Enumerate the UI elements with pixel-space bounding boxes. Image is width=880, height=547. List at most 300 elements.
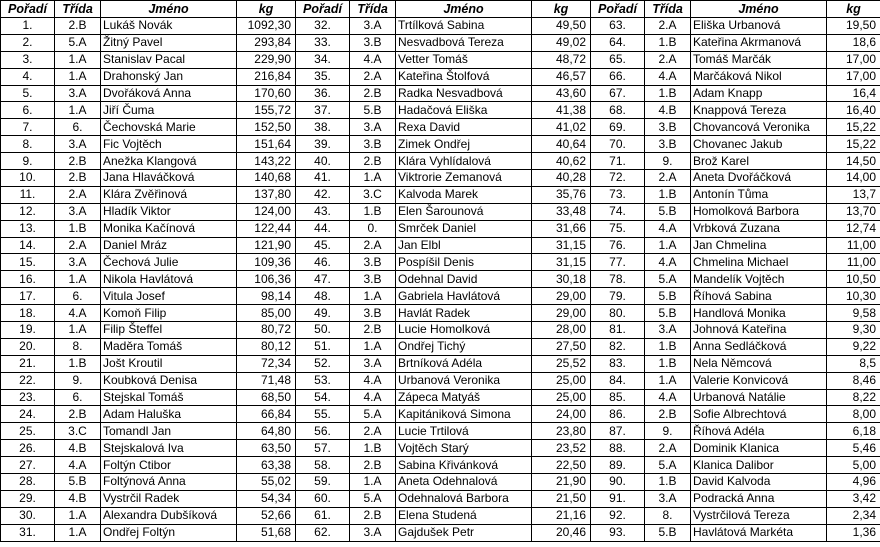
rank-cell: 65.: [591, 51, 645, 68]
table-row: [1, 355, 880, 372]
name-cell: Zápeca Matyáš: [396, 389, 532, 406]
rank-cell: 20.: [1, 338, 55, 355]
class-cell: 1.A: [645, 372, 691, 389]
header-rank: Pořadí: [591, 1, 645, 18]
kg-cell: 40,28: [532, 170, 591, 187]
class-cell: 2.B: [350, 322, 396, 339]
header-rank: Pořadí: [1, 1, 55, 18]
class-cell: 3.B: [645, 119, 691, 136]
kg-cell: 216,84: [237, 68, 296, 85]
rank-cell: 80.: [591, 305, 645, 322]
kg-cell: 29,00: [532, 305, 591, 322]
name-cell: Ondřej Foltýn: [101, 524, 237, 541]
table-row: [1, 136, 880, 153]
table-row: [1, 457, 880, 474]
kg-cell: 9,58: [827, 305, 880, 322]
class-cell: 4.A: [55, 305, 101, 322]
rank-cell: 3.: [1, 51, 55, 68]
name-cell: Trtílková Sabina: [396, 18, 532, 35]
name-cell: Nela Němcová: [691, 355, 827, 372]
kg-cell: 25,52: [532, 355, 591, 372]
class-cell: 3.A: [55, 85, 101, 102]
kg-cell: 48,72: [532, 51, 591, 68]
header-name: Jméno: [101, 1, 237, 18]
class-cell: 3.B: [350, 305, 396, 322]
kg-cell: 17,00: [827, 51, 880, 68]
kg-cell: 170,60: [237, 85, 296, 102]
name-cell: Koubková Denisa: [101, 372, 237, 389]
name-cell: Viktrorie Zemanová: [396, 170, 532, 187]
name-cell: Alexandra Dubšíková: [101, 507, 237, 524]
kg-cell: 28,00: [532, 322, 591, 339]
class-cell: 3.A: [645, 322, 691, 339]
table-row: [1, 423, 880, 440]
rank-cell: 37.: [296, 102, 350, 119]
class-cell: 9.: [55, 372, 101, 389]
rank-cell: 90.: [591, 474, 645, 491]
class-cell: 1.B: [645, 355, 691, 372]
name-cell: Radka Nesvadbová: [396, 85, 532, 102]
rank-cell: 34.: [296, 51, 350, 68]
class-cell: 2.B: [55, 406, 101, 423]
name-cell: Komoň Filip: [101, 305, 237, 322]
class-cell: 4.A: [350, 389, 396, 406]
class-cell: 3.A: [55, 203, 101, 220]
kg-cell: 8,00: [827, 406, 880, 423]
name-cell: Anna Sedláčková: [691, 338, 827, 355]
name-cell: Čechovská Marie: [101, 119, 237, 136]
rank-cell: 27.: [1, 457, 55, 474]
kg-cell: 2,34: [827, 507, 880, 524]
kg-cell: 155,72: [237, 102, 296, 119]
rank-cell: 89.: [591, 457, 645, 474]
table-row: [1, 220, 880, 237]
table-row: [1, 338, 880, 355]
name-cell: Jan Chmelina: [691, 237, 827, 254]
class-cell: 2.B: [645, 406, 691, 423]
name-cell: Kapitániková Simona: [396, 406, 532, 423]
kg-cell: 122,44: [237, 220, 296, 237]
kg-cell: 109,36: [237, 254, 296, 271]
class-cell: 0.: [350, 220, 396, 237]
name-cell: Urbanová Veronika: [396, 372, 532, 389]
class-cell: 2.B: [350, 457, 396, 474]
name-cell: Johnová Kateřina: [691, 322, 827, 339]
rank-cell: 57.: [296, 440, 350, 457]
class-cell: 5.B: [645, 305, 691, 322]
rank-cell: 74.: [591, 203, 645, 220]
name-cell: Lucie Trtilová: [396, 423, 532, 440]
kg-cell: 63,38: [237, 457, 296, 474]
name-cell: Nikola Havlátová: [101, 271, 237, 288]
class-cell: 1.A: [55, 322, 101, 339]
name-cell: Nesvadbová Tereza: [396, 34, 532, 51]
rank-cell: 88.: [591, 440, 645, 457]
class-cell: 5.B: [645, 524, 691, 541]
name-cell: Chovanec Jakub: [691, 136, 827, 153]
kg-cell: 4,96: [827, 474, 880, 491]
rank-cell: 26.: [1, 440, 55, 457]
name-cell: Antonín Tůma: [691, 186, 827, 203]
rank-cell: 19.: [1, 322, 55, 339]
kg-cell: 140,68: [237, 170, 296, 187]
class-cell: 9.: [645, 153, 691, 170]
rank-cell: 29.: [1, 490, 55, 507]
kg-cell: 23,52: [532, 440, 591, 457]
kg-cell: 21,50: [532, 490, 591, 507]
rank-cell: 17.: [1, 288, 55, 305]
class-cell: 3.C: [55, 423, 101, 440]
class-cell: 3.B: [350, 271, 396, 288]
table-row: [1, 271, 880, 288]
rank-cell: 43.: [296, 203, 350, 220]
kg-cell: 33,48: [532, 203, 591, 220]
name-cell: Valerie Konvicová: [691, 372, 827, 389]
kg-cell: 68,50: [237, 389, 296, 406]
class-cell: 1.B: [645, 85, 691, 102]
table-row: [1, 34, 880, 51]
class-cell: 5.B: [350, 102, 396, 119]
rank-cell: 75.: [591, 220, 645, 237]
name-cell: Jošt Kroutil: [101, 355, 237, 372]
rank-cell: 93.: [591, 524, 645, 541]
rank-cell: 16.: [1, 271, 55, 288]
name-cell: Maděra Tomáš: [101, 338, 237, 355]
kg-cell: 23,80: [532, 423, 591, 440]
name-cell: David Kalvoda: [691, 474, 827, 491]
table-row: [1, 119, 880, 136]
rank-cell: 56.: [296, 423, 350, 440]
table-row: [1, 389, 880, 406]
rank-cell: 59.: [296, 474, 350, 491]
table-body: [1, 18, 880, 542]
name-cell: Rexa David: [396, 119, 532, 136]
class-cell: 1.B: [350, 440, 396, 457]
name-cell: Sabina Křivánková: [396, 457, 532, 474]
name-cell: Říhová Adéla: [691, 423, 827, 440]
rank-cell: 91.: [591, 490, 645, 507]
header-row: [1, 1, 880, 18]
name-cell: Jiří Čuma: [101, 102, 237, 119]
rank-cell: 13.: [1, 220, 55, 237]
table-row: [1, 18, 880, 35]
kg-cell: 10,50: [827, 271, 880, 288]
kg-cell: 41,02: [532, 119, 591, 136]
name-cell: Vystrčilová Tereza: [691, 507, 827, 524]
kg-cell: 51,68: [237, 524, 296, 541]
rank-cell: 39.: [296, 136, 350, 153]
class-cell: 1.B: [645, 338, 691, 355]
rank-cell: 87.: [591, 423, 645, 440]
rank-cell: 28.: [1, 474, 55, 491]
rank-cell: 84.: [591, 372, 645, 389]
name-cell: Podracká Anna: [691, 490, 827, 507]
rank-cell: 44.: [296, 220, 350, 237]
rank-cell: 15.: [1, 254, 55, 271]
table-row: [1, 372, 880, 389]
class-cell: 2.B: [350, 507, 396, 524]
class-cell: 3.A: [645, 490, 691, 507]
class-cell: 1.A: [350, 288, 396, 305]
table-row: [1, 322, 880, 339]
rank-cell: 14.: [1, 237, 55, 254]
name-cell: Vrbková Zuzana: [691, 220, 827, 237]
class-cell: 2.A: [350, 68, 396, 85]
rank-cell: 72.: [591, 170, 645, 187]
name-cell: Fic Vojtěch: [101, 136, 237, 153]
kg-cell: 5,00: [827, 457, 880, 474]
class-cell: 5.A: [645, 457, 691, 474]
rank-cell: 83.: [591, 355, 645, 372]
table-row: [1, 524, 880, 541]
kg-cell: 293,84: [237, 34, 296, 51]
kg-cell: 8,46: [827, 372, 880, 389]
rank-cell: 7.: [1, 119, 55, 136]
kg-cell: 35,76: [532, 186, 591, 203]
class-cell: 1.B: [350, 203, 396, 220]
name-cell: Stejskal Tomáš: [101, 389, 237, 406]
header-kg: kg: [827, 1, 880, 18]
name-cell: Zimek Ondřej: [396, 136, 532, 153]
class-cell: 3.A: [55, 136, 101, 153]
rank-cell: 38.: [296, 119, 350, 136]
rank-cell: 31.: [1, 524, 55, 541]
rank-cell: 68.: [591, 102, 645, 119]
kg-cell: 43,60: [532, 85, 591, 102]
table-row: [1, 102, 880, 119]
rank-cell: 79.: [591, 288, 645, 305]
name-cell: Chovancová Veronika: [691, 119, 827, 136]
rank-cell: 40.: [296, 153, 350, 170]
class-cell: 2.A: [645, 18, 691, 35]
rank-cell: 11.: [1, 186, 55, 203]
name-cell: Stanislav Pacal: [101, 51, 237, 68]
name-cell: Adam Haluška: [101, 406, 237, 423]
table-row: [1, 474, 880, 491]
name-cell: Odehnal David: [396, 271, 532, 288]
name-cell: Klanica Dalibor: [691, 457, 827, 474]
rank-cell: 52.: [296, 355, 350, 372]
rank-cell: 51.: [296, 338, 350, 355]
rank-cell: 82.: [591, 338, 645, 355]
name-cell: Říhová Sabina: [691, 288, 827, 305]
table-row: [1, 440, 880, 457]
name-cell: Lukáš Novák: [101, 18, 237, 35]
kg-cell: 27,50: [532, 338, 591, 355]
class-cell: 2.A: [645, 51, 691, 68]
name-cell: Havlát Radek: [396, 305, 532, 322]
class-cell: 4.B: [55, 490, 101, 507]
kg-cell: 152,50: [237, 119, 296, 136]
rank-cell: 78.: [591, 271, 645, 288]
kg-cell: 41,38: [532, 102, 591, 119]
name-cell: Monika Kačínová: [101, 220, 237, 237]
rank-cell: 63.: [591, 18, 645, 35]
name-cell: Foltýn Ctibor: [101, 457, 237, 474]
rank-cell: 22.: [1, 372, 55, 389]
kg-cell: 8,22: [827, 389, 880, 406]
rank-cell: 9.: [1, 153, 55, 170]
name-cell: Hadačová Eliška: [396, 102, 532, 119]
name-cell: Gabriela Havlátová: [396, 288, 532, 305]
name-cell: Jana Hlaváčková: [101, 170, 237, 187]
kg-cell: 9,22: [827, 338, 880, 355]
name-cell: Klára Zvěřinová: [101, 186, 237, 203]
name-cell: Filip Šteffel: [101, 322, 237, 339]
name-cell: Drahonský Jan: [101, 68, 237, 85]
name-cell: Pospíšil Denis: [396, 254, 532, 271]
class-cell: 1.A: [55, 507, 101, 524]
class-cell: 9.: [645, 423, 691, 440]
name-cell: Lucie Homolková: [396, 322, 532, 339]
name-cell: Vitula Josef: [101, 288, 237, 305]
class-cell: 2.A: [350, 237, 396, 254]
rank-cell: 4.: [1, 68, 55, 85]
kg-cell: 15,22: [827, 136, 880, 153]
table-row: [1, 237, 880, 254]
class-cell: 3.A: [55, 254, 101, 271]
rank-cell: 54.: [296, 389, 350, 406]
kg-cell: 229,90: [237, 51, 296, 68]
kg-cell: 30,18: [532, 271, 591, 288]
class-cell: 2.B: [55, 18, 101, 35]
rank-cell: 24.: [1, 406, 55, 423]
name-cell: Ondřej Tichý: [396, 338, 532, 355]
kg-cell: 1092,30: [237, 18, 296, 35]
kg-cell: 6,18: [827, 423, 880, 440]
class-cell: 3.A: [350, 355, 396, 372]
rank-cell: 64.: [591, 34, 645, 51]
table-row: [1, 203, 880, 220]
class-cell: 8.: [645, 507, 691, 524]
class-cell: 4.A: [645, 68, 691, 85]
rank-cell: 55.: [296, 406, 350, 423]
class-cell: 8.: [55, 338, 101, 355]
rank-cell: 32.: [296, 18, 350, 35]
kg-cell: 3,42: [827, 490, 880, 507]
class-cell: 1.B: [55, 355, 101, 372]
table-row: [1, 406, 880, 423]
name-cell: Brtníková Adéla: [396, 355, 532, 372]
header-name: Jméno: [691, 1, 827, 18]
class-cell: 1.A: [55, 524, 101, 541]
class-cell: 3.B: [645, 136, 691, 153]
rank-cell: 30.: [1, 507, 55, 524]
name-cell: Smrček Daniel: [396, 220, 532, 237]
name-cell: Aneta Dvořáčková: [691, 170, 827, 187]
class-cell: 4.B: [645, 102, 691, 119]
name-cell: Foltýnová Anna: [101, 474, 237, 491]
rank-cell: 12.: [1, 203, 55, 220]
kg-cell: 1,36: [827, 524, 880, 541]
rank-cell: 67.: [591, 85, 645, 102]
rank-cell: 35.: [296, 68, 350, 85]
class-cell: 6.: [55, 119, 101, 136]
class-cell: 2.A: [645, 440, 691, 457]
kg-cell: 124,00: [237, 203, 296, 220]
table-row: [1, 186, 880, 203]
rank-cell: 60.: [296, 490, 350, 507]
kg-cell: 151,64: [237, 136, 296, 153]
rank-cell: 76.: [591, 237, 645, 254]
class-cell: 1.A: [55, 51, 101, 68]
table-row: [1, 85, 880, 102]
table-row: [1, 507, 880, 524]
class-cell: 5.A: [350, 490, 396, 507]
kg-cell: 40,62: [532, 153, 591, 170]
kg-cell: 66,84: [237, 406, 296, 423]
rank-cell: 85.: [591, 389, 645, 406]
kg-cell: 80,72: [237, 322, 296, 339]
rank-cell: 92.: [591, 507, 645, 524]
class-cell: 4.A: [350, 372, 396, 389]
name-cell: Vetter Tomáš: [396, 51, 532, 68]
kg-cell: 25,00: [532, 389, 591, 406]
kg-cell: 15,22: [827, 119, 880, 136]
name-cell: Žitný Pavel: [101, 34, 237, 51]
class-cell: 4.B: [55, 440, 101, 457]
name-cell: Urbanová Natálie: [691, 389, 827, 406]
kg-cell: 17,00: [827, 68, 880, 85]
rank-cell: 36.: [296, 85, 350, 102]
name-cell: Dvořáková Anna: [101, 85, 237, 102]
kg-cell: 21,90: [532, 474, 591, 491]
class-cell: 6.: [55, 288, 101, 305]
kg-cell: 63,50: [237, 440, 296, 457]
kg-cell: 12,74: [827, 220, 880, 237]
class-cell: 1.B: [645, 34, 691, 51]
kg-cell: 31,15: [532, 254, 591, 271]
name-cell: Kateřina Akrmanová: [691, 34, 827, 51]
class-cell: 5.A: [350, 406, 396, 423]
name-cell: Hladík Viktor: [101, 203, 237, 220]
name-cell: Eliška Urbanová: [691, 18, 827, 35]
name-cell: Havlátová Markéta: [691, 524, 827, 541]
kg-cell: 16,40: [827, 102, 880, 119]
table-row: [1, 170, 880, 187]
name-cell: Knappová Tereza: [691, 102, 827, 119]
class-cell: 1.A: [55, 68, 101, 85]
table-row: [1, 68, 880, 85]
kg-cell: 16,4: [827, 85, 880, 102]
name-cell: Chmelina Michael: [691, 254, 827, 271]
rank-cell: 25.: [1, 423, 55, 440]
class-cell: 2.B: [55, 170, 101, 187]
kg-cell: 121,90: [237, 237, 296, 254]
class-cell: 2.B: [55, 153, 101, 170]
kg-cell: 13,7: [827, 186, 880, 203]
kg-cell: 10,30: [827, 288, 880, 305]
name-cell: Klára Vyhlídalová: [396, 153, 532, 170]
kg-cell: 106,36: [237, 271, 296, 288]
class-cell: 4.A: [645, 254, 691, 271]
rank-cell: 49.: [296, 305, 350, 322]
kg-cell: 54,34: [237, 490, 296, 507]
class-cell: 2.A: [645, 170, 691, 187]
class-cell: 3.B: [350, 136, 396, 153]
class-cell: 2.A: [350, 423, 396, 440]
class-cell: 3.B: [350, 34, 396, 51]
kg-cell: 98,14: [237, 288, 296, 305]
class-cell: 1.A: [55, 102, 101, 119]
kg-cell: 49,50: [532, 18, 591, 35]
name-cell: Mandelík Vojtěch: [691, 271, 827, 288]
rank-cell: 41.: [296, 170, 350, 187]
class-cell: 2.B: [350, 85, 396, 102]
header-class: Třída: [350, 1, 396, 18]
kg-cell: 5,46: [827, 440, 880, 457]
rank-cell: 46.: [296, 254, 350, 271]
